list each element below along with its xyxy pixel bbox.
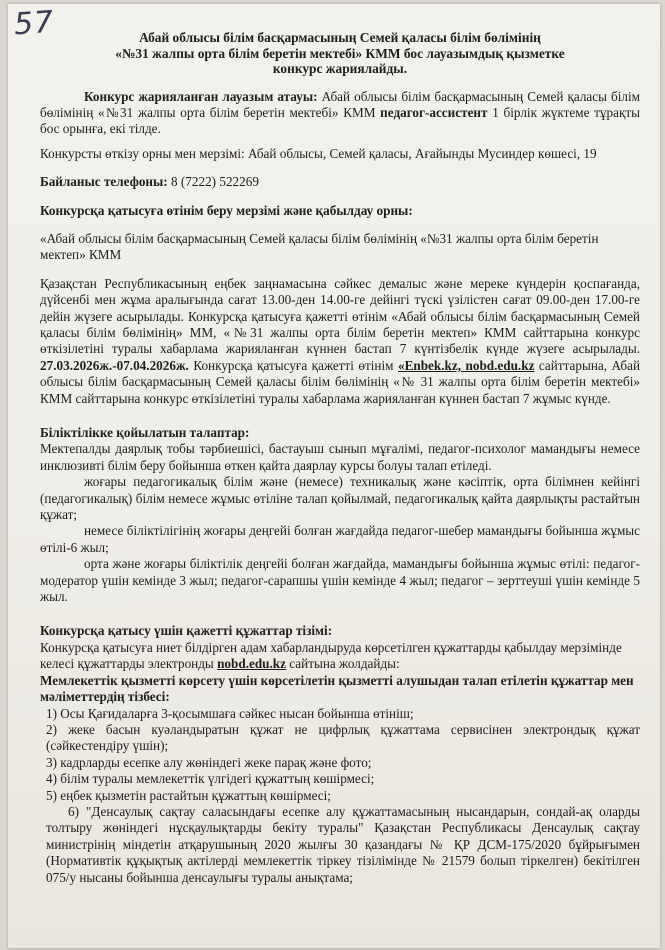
- document-content: [40, 30, 640, 886]
- documents-heading: Конкурсқа қатысу үшін қажетті құжаттар тізімі:: [40, 623, 333, 639]
- position-role: педагог-ассистент: [380, 104, 488, 120]
- phone-label: Байланыс телефоны:: [40, 174, 168, 190]
- requirement-item: жоғары педагогикалық білім және (немесе) техникалық және кәсіптік, орта білімнен кейінгі (педагогикалық) білім немесе жұмыс өтіліне талап қойылмай, педагогикалық қайта даярлықты растайтын құжат;: [40, 474, 640, 523]
- document-list-item: 5) еңбек қызметін растайтын құжаттың көшірмесі;: [46, 787, 331, 803]
- documents-subheading: Мемлекеттік қызметті көрсету үшін көрсетілетін қызметті алушыдан талап етілетін құжаттар мен мәліметтердің тізбесі:: [40, 672, 634, 705]
- phone-line: [40, 174, 640, 190]
- document-list-item: 4) білім туралы мемлекеттік үлгідегі құжаттың көшірмесі;: [46, 771, 375, 787]
- application-dates: 27.03.2026ж.-07.04.2026ж.: [40, 357, 189, 373]
- document-list-item: 2) жеке басын куәландыратын құжат не цифрлық құжаттама сервисінен электрондық құжат (сәйкестендіру үшін);: [46, 721, 640, 754]
- requirement-item: Мектепалды даярлық тобы тәрбиешісі, бастауыш сынып мұғалімі, педагог-психолог мамандығы немесе инклюзивті білім беру бойынша өткен қайта даярлау курсы болуы талап етіледі.: [40, 441, 640, 473]
- phone-value: 8 (7222) 522269: [171, 174, 259, 190]
- documents-site: nobd.edu.kz: [217, 656, 286, 672]
- document-page: [8, 4, 660, 948]
- document-list-item: 3) кадрларды есепке алу жөніндегі жеке парақ және фото;: [46, 754, 372, 770]
- requirement-item: орта және жоғары біліктілік деңгейі болған жағдайда, мамандығы бойынша жұмыс өтілі: педагог-модератор үшін кемінде 3 жыл; педагог-сарапшы үшін кемінде 4 жыл; педагог – зерттеуші үшін кемінде 5 жыл.: [40, 556, 640, 605]
- documents-intro: Конкурсқа қатысуға ниет білдірген адам хабарландыруда көрсетілген құжаттарды қабылдау мерзімінде келесі құжаттарды электронды nobd.edu.kz сайтына жолдайды:: [40, 639, 622, 672]
- venue-paragraph: Конкурсты өткізу орны мен мерзімі: Абай облысы, Семей қаласы, Ағайынды Мусиндер көшесі, 19: [40, 145, 597, 161]
- application-org: «Абай облысы білім басқармасының Семей қаласы білім бөлімінің «№31 жалпы орта білім беретін мектеп» КММ: [40, 230, 599, 263]
- requirement-item: немесе біліктілігінің жоғары деңгейі болған жағдайда педагог-шебер мамандығы бойынша жұмыс өтілі-6 жыл;: [40, 523, 640, 555]
- handwritten-page-number: 57: [12, 4, 56, 43]
- application-paragraph: Қазақстан Республикасының еңбек заңнамасына сәйкес демалыс және мереке күндерін қоспағанда, дүйсенбі мен жұма аралығында сағат 13.00-ден 14.00-ге дейінгі түскі үзілістен сағат 09.00-ден 17.00-ге дейін жүзеге асырылады. Конкурсқа қатысуға қажетті өтінім «Абай облысы білім басқармасының Семей қаласы білім бөлімінің» ММ, «№31 жалпы орта білім беретін мектеп» КММ сайттарына конкурс өткізілетіні туралы хабарлама жарияланған күннен бастап 7 күнтізбелік күнде жүзеге асырылады. 27.03.2026ж.-07.04.2026ж. Конкурсқа қатысуға қажетті өтінім «Enbek.kz, nobd.edu.kz сайттарына, Абай облысы білім басқармасының Семей қаласы білім бөлімінің «№ 31 жалпы орта білім беретін мектебі» КММ сайттарына конкурс өткізілетіні туралы хабарлама жарияланған күннен бастап 7 жұмыс күнде.: [40, 275, 641, 406]
- document-title: Абай облысы білім басқармасының Семей қаласы білім бөлімінің «№31 жалпы орта білім беретін мектебі» КММ бос лауазымдық қызметке конкурс жариялайды.: [115, 30, 565, 76]
- requirements-heading: Біліктілікке қойылатын талаптар:: [40, 425, 250, 440]
- document-list-item: 6) "Денсаулық сақтау саласындағы есепке алу құжаттамасының нысандарын, сондай-ақ оларды толтыру жөніндегі нұсқаулықтарды бекіту туралы" Қазақстан Республикасы Денсаулық сақтау министрінің міндетін атқарушының 2020 жылғы 30 қазандағы № ҚР ДСМ-175/2020 бұйрығымен (Нормативтік құқықтық актілерді мемлекеттік тіркеу тізілімінде № 21579 болып тіркелген) бекітілген 075/у нысаны бойынша денсаулығы туралы анықтама;: [46, 803, 640, 885]
- application-heading: Конкурсқа қатысуға өтінім беру мерзімі және қабылдау орны:: [40, 202, 413, 218]
- position-paragraph: Конкурс жарияланған лауазым атауы: Абай облысы білім басқармасының Семей қаласы білім бөлімінің «№31 жалпы орта білім беретін мектебі» КММ педагог-ассистент 1 бірлік жүктеме тұрақты бос орынға, екі тілде.: [40, 88, 641, 137]
- position-label: Конкурс жарияланған лауазым атауы:: [84, 88, 318, 104]
- application-sites: «Enbek.kz, nobd.edu.kz: [398, 357, 535, 373]
- document-list-item: 1) Осы Қағидаларға 3-қосымшаға сәйкес нысан бойынша өтініш;: [46, 705, 414, 721]
